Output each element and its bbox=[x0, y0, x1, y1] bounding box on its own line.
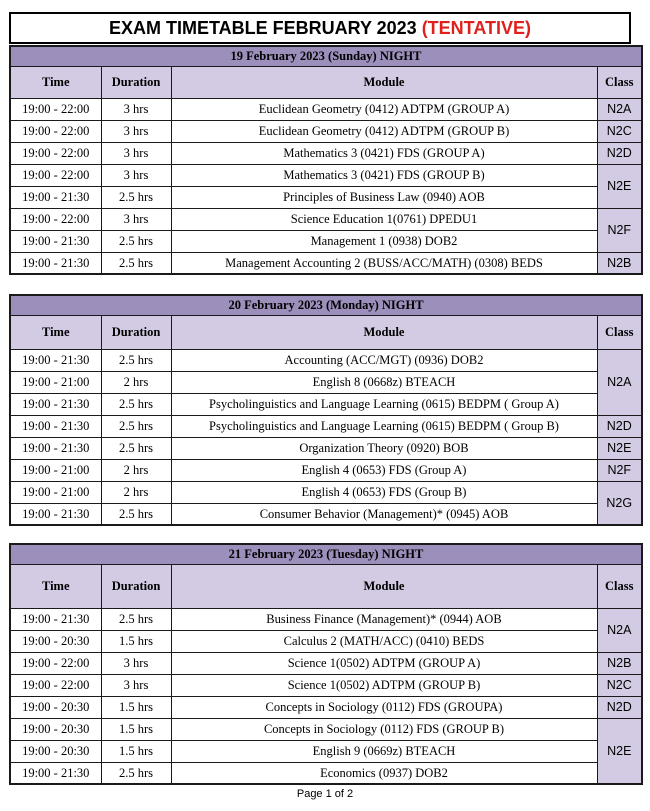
class-cell: N2A bbox=[597, 608, 642, 652]
module-cell: Calculus 2 (MATH/ACC) (0410) BEDS bbox=[171, 630, 597, 652]
class-cell: N2A bbox=[597, 349, 642, 415]
module-cell: Organization Theory (0920) BOB bbox=[171, 437, 597, 459]
table-row bbox=[10, 459, 642, 481]
duration-cell: 3 hrs bbox=[101, 674, 171, 696]
duration-cell: 2.5 hrs bbox=[101, 503, 171, 525]
module-cell: English 9 (0669z) BTEACH bbox=[171, 740, 597, 762]
duration-cell: 2.5 hrs bbox=[101, 230, 171, 252]
col-header-time: Time bbox=[10, 66, 101, 98]
timetable-section-3 bbox=[9, 543, 643, 785]
module-cell: Euclidean Geometry (0412) ADTPM (GROUP A) bbox=[171, 98, 597, 120]
duration-cell: 2.5 hrs bbox=[101, 252, 171, 274]
table-row bbox=[10, 164, 642, 186]
duration-cell: 2.5 hrs bbox=[101, 437, 171, 459]
module-cell: Business Finance (Management)* (0944) AOB bbox=[171, 608, 597, 630]
duration-cell: 3 hrs bbox=[101, 142, 171, 164]
duration-cell: 1.5 hrs bbox=[101, 740, 171, 762]
time-cell: 19:00 - 20:30 bbox=[10, 630, 101, 652]
table-row bbox=[10, 740, 642, 762]
duration-cell: 3 hrs bbox=[101, 164, 171, 186]
table-row bbox=[10, 652, 642, 674]
module-cell: Management 1 (0938) DOB2 bbox=[171, 230, 597, 252]
module-cell: Concepts in Sociology (0112) FDS (GROUPA) bbox=[171, 696, 597, 718]
time-cell: 19:00 - 21:00 bbox=[10, 371, 101, 393]
table-row bbox=[10, 718, 642, 740]
class-cell: N2F bbox=[597, 459, 642, 481]
class-cell: N2E bbox=[597, 164, 642, 208]
time-cell: 19:00 - 21:30 bbox=[10, 252, 101, 274]
table-row bbox=[10, 349, 642, 371]
time-cell: 19:00 - 21:30 bbox=[10, 762, 101, 784]
duration-cell: 2.5 hrs bbox=[101, 186, 171, 208]
section-date: 21 February 2023 (Tuesday) NIGHT bbox=[10, 544, 642, 564]
time-cell: 19:00 - 22:00 bbox=[10, 674, 101, 696]
module-cell: Concepts in Sociology (0112) FDS (GROUP B) bbox=[171, 718, 597, 740]
col-header-class: Class bbox=[597, 66, 642, 98]
class-cell: N2E bbox=[597, 437, 642, 459]
class-cell: N2C bbox=[597, 674, 642, 696]
duration-cell: 1.5 hrs bbox=[101, 696, 171, 718]
module-cell: Psycholinguistics and Language Learning (0615) BEDPM ( Group A) bbox=[171, 393, 597, 415]
duration-cell: 3 hrs bbox=[101, 652, 171, 674]
col-header-time: Time bbox=[10, 564, 101, 608]
table-row bbox=[10, 674, 642, 696]
col-header-module: Module bbox=[171, 315, 597, 349]
time-cell: 19:00 - 22:00 bbox=[10, 208, 101, 230]
class-cell: N2D bbox=[597, 696, 642, 718]
table-row bbox=[10, 762, 642, 784]
time-cell: 19:00 - 20:30 bbox=[10, 718, 101, 740]
time-cell: 19:00 - 22:00 bbox=[10, 652, 101, 674]
col-header-duration: Duration bbox=[101, 315, 171, 349]
time-cell: 19:00 - 21:30 bbox=[10, 230, 101, 252]
module-cell: English 4 (0653) FDS (Group B) bbox=[171, 481, 597, 503]
duration-cell: 2.5 hrs bbox=[101, 608, 171, 630]
table-row bbox=[10, 437, 642, 459]
col-header-class: Class bbox=[597, 564, 642, 608]
time-cell: 19:00 - 20:30 bbox=[10, 740, 101, 762]
col-header-module: Module bbox=[171, 66, 597, 98]
duration-cell: 2.5 hrs bbox=[101, 393, 171, 415]
table-row bbox=[10, 120, 642, 142]
class-cell: N2F bbox=[597, 208, 642, 252]
table-row bbox=[10, 608, 642, 630]
duration-cell: 3 hrs bbox=[101, 208, 171, 230]
col-header-duration: Duration bbox=[101, 564, 171, 608]
class-cell: N2B bbox=[597, 252, 642, 274]
duration-cell: 2 hrs bbox=[101, 459, 171, 481]
col-header-time: Time bbox=[10, 315, 101, 349]
module-cell: Mathematics 3 (0421) FDS (GROUP B) bbox=[171, 164, 597, 186]
module-cell: Management Accounting 2 (BUSS/ACC/MATH) (0308) BEDS bbox=[171, 252, 597, 274]
time-cell: 19:00 - 21:30 bbox=[10, 503, 101, 525]
duration-cell: 2.5 hrs bbox=[101, 349, 171, 371]
duration-cell: 3 hrs bbox=[101, 98, 171, 120]
table-row bbox=[10, 503, 642, 525]
page-title bbox=[9, 12, 631, 44]
col-header-duration: Duration bbox=[101, 66, 171, 98]
time-cell: 19:00 - 22:00 bbox=[10, 142, 101, 164]
table-row bbox=[10, 696, 642, 718]
module-cell: Consumer Behavior (Management)* (0945) AOB bbox=[171, 503, 597, 525]
duration-cell: 2.5 hrs bbox=[101, 762, 171, 784]
module-cell: Psycholinguistics and Language Learning (0615) BEDPM ( Group B) bbox=[171, 415, 597, 437]
duration-cell: 2 hrs bbox=[101, 371, 171, 393]
module-cell: Science Education 1(0761) DPEDU1 bbox=[171, 208, 597, 230]
class-cell: N2C bbox=[597, 120, 642, 142]
time-cell: 19:00 - 21:30 bbox=[10, 415, 101, 437]
duration-cell: 1.5 hrs bbox=[101, 630, 171, 652]
title-main: EXAM TIMETABLE FEBRUARY 2023 bbox=[108, 17, 417, 38]
module-cell: Euclidean Geometry (0412) ADTPM (GROUP B) bbox=[171, 120, 597, 142]
time-cell: 19:00 - 21:00 bbox=[10, 481, 101, 503]
col-header-class: Class bbox=[597, 315, 642, 349]
module-cell: Principles of Business Law (0940) AOB bbox=[171, 186, 597, 208]
module-cell: English 4 (0653) FDS (Group A) bbox=[171, 459, 597, 481]
table-row bbox=[10, 230, 642, 252]
class-cell: N2A bbox=[597, 98, 642, 120]
time-cell: 19:00 - 22:00 bbox=[10, 164, 101, 186]
table-row bbox=[10, 481, 642, 503]
module-cell: Science 1(0502) ADTPM (GROUP B) bbox=[171, 674, 597, 696]
table-row bbox=[10, 98, 642, 120]
time-cell: 19:00 - 21:30 bbox=[10, 437, 101, 459]
module-cell: Accounting (ACC/MGT) (0936) DOB2 bbox=[171, 349, 597, 371]
time-cell: 19:00 - 22:00 bbox=[10, 120, 101, 142]
table-row bbox=[10, 186, 642, 208]
table-row bbox=[10, 208, 642, 230]
section-date: 19 February 2023 (Sunday) NIGHT bbox=[10, 46, 642, 66]
module-cell: Science 1(0502) ADTPM (GROUP A) bbox=[171, 652, 597, 674]
class-cell: N2B bbox=[597, 652, 642, 674]
title-tentative: (TENTATIVE) bbox=[421, 17, 532, 38]
timetable-section-2 bbox=[9, 294, 643, 526]
time-cell: 19:00 - 21:00 bbox=[10, 459, 101, 481]
table-row bbox=[10, 393, 642, 415]
module-cell: English 8 (0668z) BTEACH bbox=[171, 371, 597, 393]
time-cell: 19:00 - 21:30 bbox=[10, 608, 101, 630]
class-cell: N2E bbox=[597, 718, 642, 784]
timetable-section-1 bbox=[9, 45, 643, 275]
time-cell: 19:00 - 20:30 bbox=[10, 696, 101, 718]
class-cell: N2D bbox=[597, 142, 642, 164]
duration-cell: 2.5 hrs bbox=[101, 415, 171, 437]
time-cell: 19:00 - 22:00 bbox=[10, 98, 101, 120]
table-row bbox=[10, 252, 642, 274]
module-cell: Mathematics 3 (0421) FDS (GROUP A) bbox=[171, 142, 597, 164]
table-row bbox=[10, 371, 642, 393]
page-number: Page 1 of 2 bbox=[296, 788, 354, 800]
class-cell: N2D bbox=[597, 415, 642, 437]
duration-cell: 1.5 hrs bbox=[101, 718, 171, 740]
table-row bbox=[10, 142, 642, 164]
duration-cell: 2 hrs bbox=[101, 481, 171, 503]
duration-cell: 3 hrs bbox=[101, 120, 171, 142]
col-header-module: Module bbox=[171, 564, 597, 608]
class-cell: N2G bbox=[597, 481, 642, 525]
module-cell: Economics (0937) DOB2 bbox=[171, 762, 597, 784]
table-row bbox=[10, 630, 642, 652]
table-row bbox=[10, 415, 642, 437]
section-date: 20 February 2023 (Monday) NIGHT bbox=[10, 295, 642, 315]
time-cell: 19:00 - 21:30 bbox=[10, 393, 101, 415]
time-cell: 19:00 - 21:30 bbox=[10, 349, 101, 371]
time-cell: 19:00 - 21:30 bbox=[10, 186, 101, 208]
